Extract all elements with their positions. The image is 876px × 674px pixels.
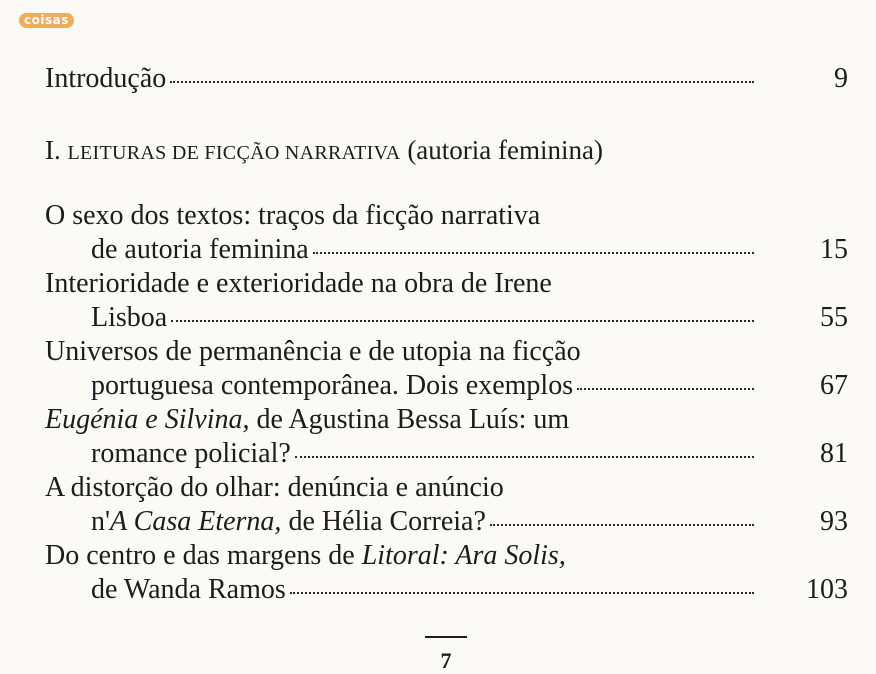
leader-dots: [295, 454, 754, 458]
entry-title-line: [45, 403, 848, 437]
entry-title-cont: portuguesa contemporânea. Dois exemplos: [91, 370, 574, 401]
entry-title-italic: A Casa Eterna,: [110, 506, 282, 537]
leader-dots: [170, 79, 754, 83]
entry-title-rest: de Agustina Bessa Luís: um: [249, 404, 570, 435]
leader-dots: [490, 522, 754, 526]
entry-page: 67: [820, 370, 848, 401]
entry-title-line: Universos de permanência e de utopia na ficção: [45, 336, 581, 367]
section-heading: [45, 135, 603, 166]
leader-dots: [290, 590, 754, 594]
entry-title-line: A distorção do olhar: denúncia e anúncio: [45, 472, 504, 503]
watermark-logo: coisas: [19, 13, 74, 28]
entry-title-line: O sexo dos textos: traços da ficção narrativa: [45, 200, 541, 231]
section-subtitle: (autoria feminina): [407, 135, 603, 165]
entry-page: 55: [820, 302, 848, 333]
section-title: LEITURAS DE FICÇÃO NARRATIVA: [67, 142, 401, 164]
intro-page: 9: [834, 63, 848, 94]
toc-intro: [45, 62, 848, 96]
toc-entry: [45, 471, 848, 539]
intro-title: Introdução: [45, 63, 167, 94]
toc-entry: [45, 267, 848, 335]
entry-title-italic: Eugénia e Silvina,: [45, 404, 250, 435]
leader-dots: [577, 386, 754, 390]
entry-page: 81: [820, 438, 848, 469]
entry-page: 103: [806, 574, 848, 605]
section-numeral: I.: [45, 135, 61, 165]
entry-title-prefix: n': [91, 506, 111, 537]
entry-title-cont: romance policial?: [91, 438, 291, 469]
entry-page: 93: [820, 506, 848, 537]
entry-title-cont: de Wanda Ramos: [91, 574, 286, 605]
entry-title-rest: de Hélia Correia?: [281, 506, 486, 537]
toc-entries: [45, 199, 848, 607]
entry-title-cont: [91, 505, 486, 539]
folio-rule: [425, 636, 467, 638]
toc-entry: [45, 335, 848, 403]
entry-page: 15: [820, 234, 848, 265]
entry-title-cont: Lisboa: [91, 302, 168, 333]
entry-title-cont: de autoria feminina: [91, 234, 309, 265]
leader-dots: [313, 250, 754, 254]
entry-title-italic: Litoral: Ara Solis,: [361, 540, 566, 571]
toc-entry: [45, 539, 848, 607]
entry-title-line: Interioridade e exterioridade na obra de Irene: [45, 268, 552, 299]
toc-entry: [45, 403, 848, 471]
page-number: 7: [440, 648, 452, 673]
leader-dots: [171, 318, 754, 322]
toc-entry: [45, 199, 848, 267]
entry-title-line: [45, 539, 848, 573]
entry-title-prefix: Do centro e das margens de: [45, 540, 362, 571]
